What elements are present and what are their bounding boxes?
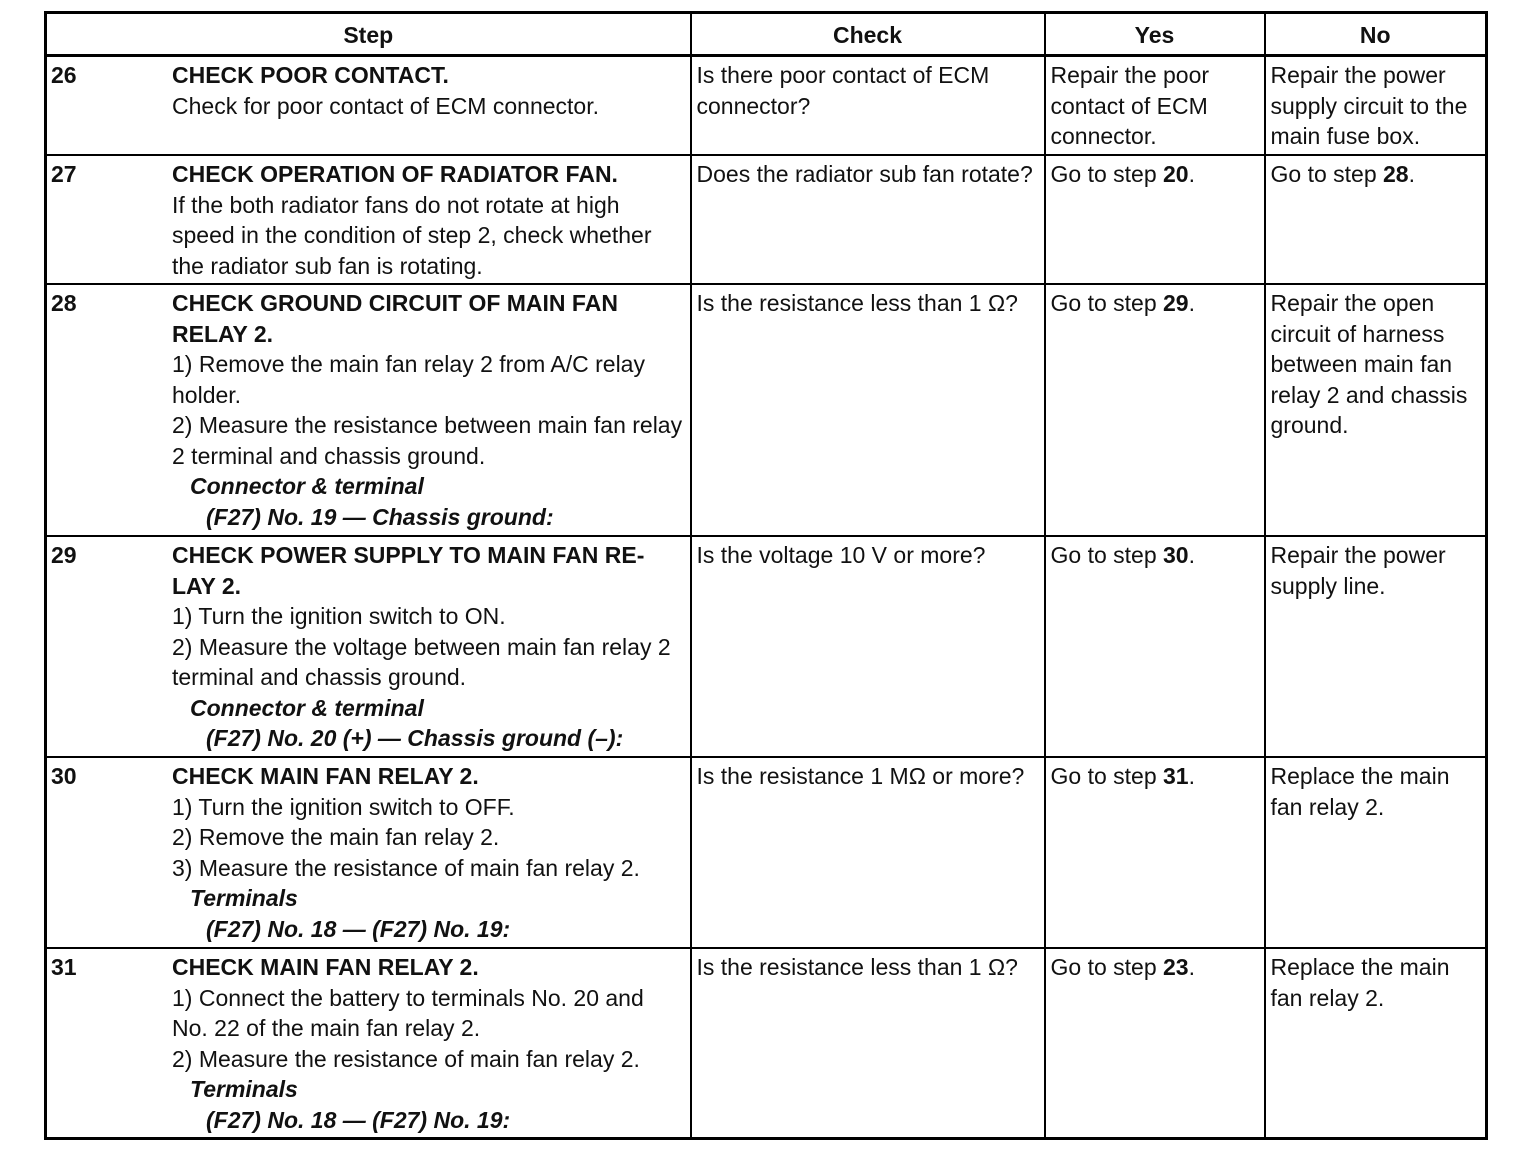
step-number: 29 (51, 542, 77, 568)
yes-cell: Go to step 30. (1045, 536, 1265, 757)
step-title: CHECK MAIN FAN RELAY 2. (172, 954, 479, 980)
check-cell: Is the voltage 10 V or more? (691, 536, 1045, 757)
yes-step-ref: 30 (1163, 542, 1189, 568)
step-cell (46, 757, 691, 948)
spec-value: (F27) No. 19 — Chassis ground: (206, 503, 554, 530)
yes-cell: Go to step 29. (1045, 284, 1265, 536)
spec-value: (F27) No. 20 (+) — Chassis ground (–): (206, 725, 624, 751)
header-yes: Yes (1045, 13, 1265, 56)
yes-step-ref: 20 (1163, 161, 1189, 187)
step-title: CHECK POWER SUPPLY TO MAIN FAN RE-LAY 2. (172, 542, 645, 599)
step-cell (46, 56, 691, 156)
table-row (46, 948, 1487, 1139)
step-cell (46, 536, 691, 757)
spec-value: (F27) No. 18 — (F27) No. 19: (206, 1106, 511, 1133)
no-cell: Repair the power supply circuit to the main fuse box. (1265, 56, 1487, 156)
spec-heading: Connector & terminal (190, 694, 424, 721)
table-row (46, 56, 1487, 156)
yes-text: Go to step (1050, 542, 1164, 568)
step-instruction: 2) Measure the resistance between main fan relay 2 terminal and chassis ground. (172, 412, 683, 469)
yes-cell: Go to step 31. (1045, 757, 1265, 948)
check-cell: Is the resistance less than 1 Ω? (691, 948, 1045, 1139)
yes-text: Go to step (1050, 954, 1164, 980)
step-instruction: 2) Measure the resistance of main fan relay 2. (172, 1045, 640, 1072)
no-text: Go to step (1270, 161, 1384, 187)
table-row (46, 757, 1487, 948)
no-cell: Repair the power supply line. (1265, 536, 1487, 757)
header-no: No (1265, 13, 1487, 56)
no-step-ref: 28 (1383, 161, 1409, 187)
step-number: 31 (51, 954, 77, 980)
yes-text: Go to step (1050, 161, 1164, 187)
step-number: 27 (51, 161, 77, 187)
step-cell (46, 948, 691, 1139)
spec-heading: Connector & terminal (190, 473, 424, 499)
step-cell (46, 155, 691, 284)
step-instruction: 1) Turn the ignition switch to OFF. (172, 793, 515, 820)
step-instruction: 2) Measure the voltage between main fan relay 2 terminal and chassis ground. (172, 633, 671, 690)
header-step: Step (46, 13, 691, 56)
no-cell: Go to step 28. (1265, 155, 1487, 284)
table-row (46, 155, 1487, 284)
step-instruction: 1) Remove the main fan relay 2 from A/C relay holder. (172, 351, 645, 408)
no-cell: Repair the open circuit of harness between main fan relay 2 and chassis ground. (1265, 284, 1487, 536)
yes-cell: Repair the poor contact of ECM connector. (1045, 56, 1265, 156)
header-check: Check (691, 13, 1045, 56)
check-cell: Is the resistance 1 MΩ or more? (691, 757, 1045, 948)
step-instruction: 1) Turn the ignition switch to ON. (172, 603, 506, 629)
table-row (46, 536, 1487, 757)
spec-value: (F27) No. 18 — (F27) No. 19: (206, 915, 511, 942)
yes-cell: Go to step 20. (1045, 155, 1265, 284)
step-number: 28 (51, 290, 77, 316)
step-instruction: If the both radiator fans do not rotate at high speed in the condition of step 2, check whether the radiator sub fan is rotating. (172, 191, 652, 279)
yes-step-ref: 29 (1163, 290, 1189, 316)
diagnostic-steps-table (44, 11, 1488, 1140)
spec-heading: Terminals (190, 1076, 298, 1102)
header-row (46, 13, 1487, 56)
yes-step-ref: 23 (1163, 954, 1189, 980)
no-cell: Replace the main fan relay 2. (1265, 948, 1487, 1139)
step-instruction: Check for poor contact of ECM connector. (172, 92, 599, 119)
step-number: 26 (51, 62, 77, 88)
step-title: CHECK GROUND CIRCUIT OF MAIN FAN RELAY 2. (172, 290, 618, 347)
check-cell: Is there poor contact of ECM connector? (691, 56, 1045, 156)
yes-cell: Go to step 23. (1045, 948, 1265, 1139)
no-cell: Replace the main fan relay 2. (1265, 757, 1487, 948)
step-instruction: 3) Measure the resistance of main fan relay 2. (172, 854, 640, 881)
step-title: CHECK POOR CONTACT. (172, 62, 449, 88)
yes-text: Go to step (1050, 763, 1164, 789)
yes-text: Go to step (1050, 290, 1164, 316)
check-cell: Does the radiator sub fan rotate? (691, 155, 1045, 284)
check-cell: Is the resistance less than 1 Ω? (691, 284, 1045, 536)
step-instruction: 2) Remove the main fan relay 2. (172, 824, 500, 850)
step-instruction: 1) Connect the battery to terminals No. 20 and No. 22 of the main fan relay 2. (172, 984, 644, 1041)
step-title: CHECK MAIN FAN RELAY 2. (172, 763, 479, 789)
table-row (46, 284, 1487, 536)
step-cell (46, 284, 691, 536)
spec-heading: Terminals (190, 885, 298, 911)
step-number: 30 (51, 763, 77, 789)
step-title: CHECK OPERATION OF RADIATOR FAN. (172, 161, 618, 187)
yes-step-ref: 31 (1163, 763, 1189, 789)
